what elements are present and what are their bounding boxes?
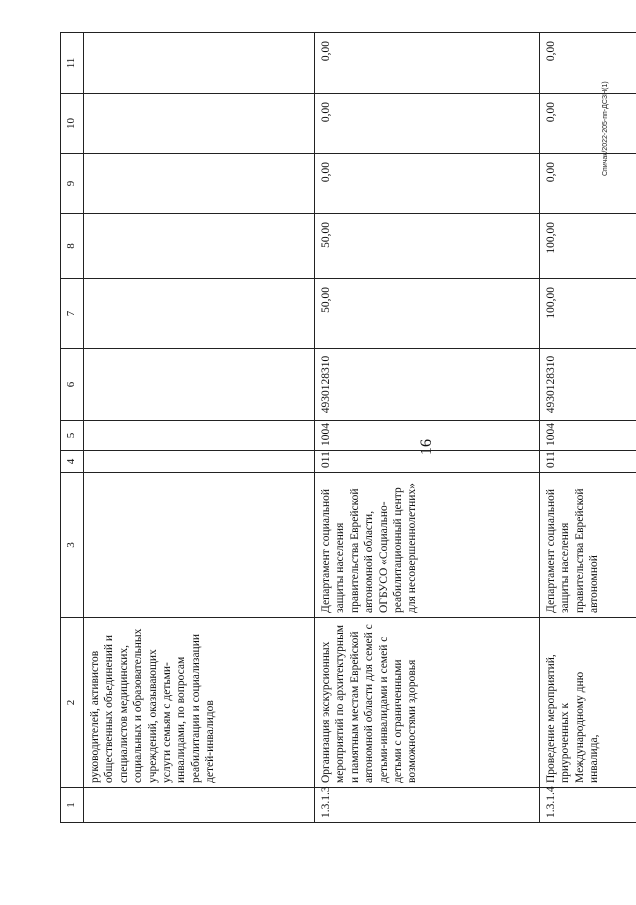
header-cell: 7 [61, 279, 84, 349]
row-number [84, 788, 315, 823]
header-cell: 11 [61, 33, 84, 94]
header-cell: 9 [61, 154, 84, 214]
budget-table [60, 32, 636, 823]
value-col10: 0,00 [540, 94, 636, 154]
header-cell: 4 [61, 451, 84, 473]
value-col9 [84, 154, 315, 214]
measure-name: руководителей, активистов общественных объединений и специалистов медицинских, социальных и образовательных учреждений, оказывающих услуги семьям с детьми-инвалидами, по вопросам реабилитации и социализации детей-инвалидов [84, 618, 315, 788]
value-col10 [84, 94, 315, 154]
table-row [315, 33, 540, 823]
value-col11 [84, 33, 315, 94]
value-col9: 0,00 [315, 154, 540, 214]
executor: Департамент социальной защиты населения правительства Еврейской автономной области, ОГБУСО «Социально-реабилитационный центр для несовершеннолетних» [315, 473, 540, 618]
value-col9: 0,00 [540, 154, 636, 214]
value-col8: 50,00 [315, 214, 540, 279]
code-csr: 4930128310 [540, 349, 636, 421]
page-number: 16 [418, 439, 435, 455]
measure-name: Проведение мероприятий, приуроченных к Международному дню инвалида, [540, 618, 636, 788]
header-cell: 8 [61, 214, 84, 279]
header-cell: 1 [61, 788, 84, 823]
header-cell: 6 [61, 349, 84, 421]
header-cell: 3 [61, 473, 84, 618]
table-row [540, 33, 636, 823]
row-number: 1.3.1.4 [540, 788, 636, 823]
row-number: 1.3.1.3 [315, 788, 540, 823]
code-grbs [84, 451, 315, 473]
header-cell: 10 [61, 94, 84, 154]
table-row [84, 33, 315, 823]
code-grbs: 011 [315, 451, 540, 473]
value-col7: 100,00 [540, 279, 636, 349]
executor [84, 473, 315, 618]
code-csr [84, 349, 315, 421]
executor: Департамент социальной защиты населения правительства Еврейской автономной [540, 473, 636, 618]
measure-name: Организация экскурсионных мероприятий по архитектурным и памятным местам Еврейской автономной области для семей с детьми-инвалидами и семей с детьми с ограниченными возможностями здоровья [315, 618, 540, 788]
footer-doc-id: Спичак/2022-205-пп-ДСЗН(1) [602, 81, 609, 176]
code-rzpr: 1004 [540, 421, 636, 451]
table-header-row [61, 33, 84, 823]
code-rzpr [84, 421, 315, 451]
value-col11: 0,00 [315, 33, 540, 94]
value-col8 [84, 214, 315, 279]
code-csr: 4930128310 [315, 349, 540, 421]
code-grbs: 011 [540, 451, 636, 473]
value-col11: 0,00 [540, 33, 636, 94]
header-cell: 2 [61, 618, 84, 788]
value-col8: 100,00 [540, 214, 636, 279]
value-col7 [84, 279, 315, 349]
header-cell: 5 [61, 421, 84, 451]
value-col10: 0,00 [315, 94, 540, 154]
code-rzpr: 1004 [315, 421, 540, 451]
value-col7: 50,00 [315, 279, 540, 349]
